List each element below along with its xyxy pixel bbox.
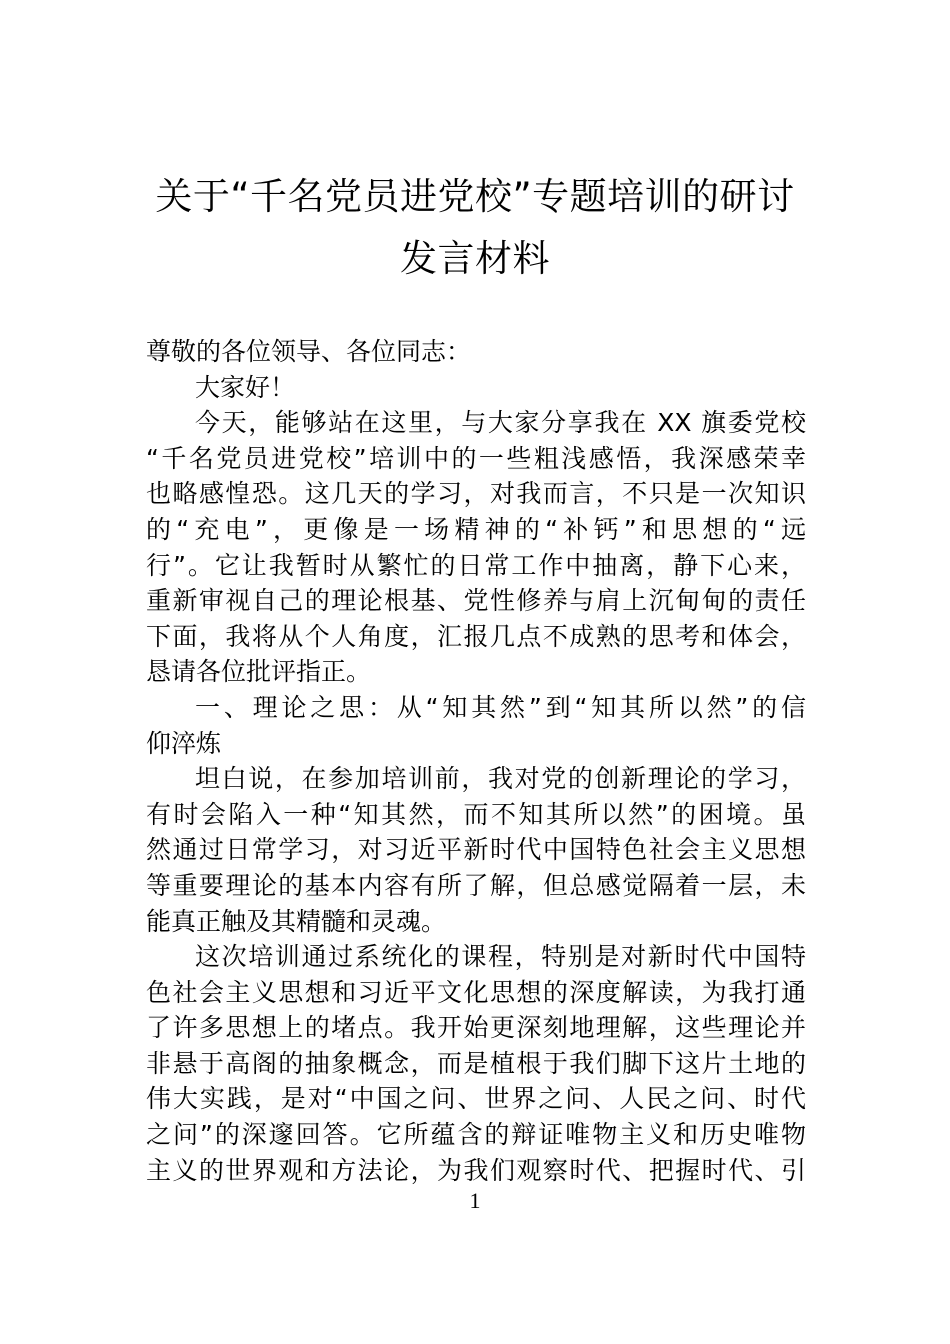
text-line: 一、理论之思：从“知其然”到“知其所以然”的信 bbox=[195, 692, 806, 722]
text-line: “千名党员进党校”培训中的一些粗浅感悟，我深感荣幸 bbox=[146, 443, 806, 473]
text-line: 今天，能够站在这里，与大家分享我在 XX 旗委党校 bbox=[195, 408, 806, 438]
text-line: 仰淬炼 bbox=[146, 728, 222, 758]
page-number: 1 bbox=[469, 1188, 481, 1213]
text-line: 等重要理论的基本内容有所了解，但总感觉隔着一层，未 bbox=[146, 870, 806, 900]
text-line: 然通过日常学习，对习近平新时代中国特色社会主义思想 bbox=[146, 835, 806, 865]
text-line: 的“充电”，更像是一场精神的“补钙”和思想的“远 bbox=[146, 514, 806, 544]
text-line: 下面，我将从个人角度，汇报几点不成熟的思考和体会， bbox=[146, 621, 806, 651]
text-line: 坦白说，在参加培训前，我对党的创新理论的学习， bbox=[195, 764, 806, 794]
text-line: 主义的世界观和方法论，为我们观察时代、把握时代、引 bbox=[146, 1155, 806, 1185]
salutation: 尊敬的各位领导、各位同志： bbox=[146, 337, 472, 366]
text-line: 有时会陷入一种“知其然，而不知其所以然”的困境。虽 bbox=[146, 799, 806, 829]
title-line-2: 发言材料 bbox=[400, 237, 550, 280]
paragraph-lines bbox=[146, 405, 806, 1188]
text-line: 了许多思想上的堵点。我开始更深刻地理解，这些理论并 bbox=[146, 1013, 806, 1043]
text-line: 恳请各位批评指正。 bbox=[146, 657, 372, 687]
title-line-1: 关于“千名党员进党校”专题培训的研讨 bbox=[155, 175, 795, 218]
text-line: 非悬于高阁的抽象概念，而是植根于我们脚下这片土地的 bbox=[146, 1048, 806, 1078]
text-line: 之问”的深邃回答。它所蕴含的辩证唯物主义和历史唯物 bbox=[146, 1120, 806, 1150]
text-line: 重新审视自己的理论根基、党性修养与肩上沉甸甸的责任 bbox=[146, 586, 806, 616]
text-line: 行”。它让我暂时从繁忙的日常工作中抽离，静下心来， bbox=[146, 550, 806, 580]
text-line: 能真正触及其精髓和灵魂。 bbox=[146, 906, 447, 936]
text-line: 这次培训通过系统化的课程，特别是对新时代中国特 bbox=[195, 942, 806, 972]
text-line: 也略感惶恐。这几天的学习，对我而言，不只是一次知识 bbox=[146, 479, 806, 509]
greeting: 大家好！ bbox=[195, 372, 296, 402]
document-body bbox=[146, 334, 806, 1188]
document-title bbox=[120, 166, 830, 290]
text-line: 伟大实践，是对“中国之问、世界之问、人民之问、时代 bbox=[146, 1084, 806, 1114]
text-line: 色社会主义思想和习近平文化思想的深度解读，为我打通 bbox=[146, 977, 806, 1007]
